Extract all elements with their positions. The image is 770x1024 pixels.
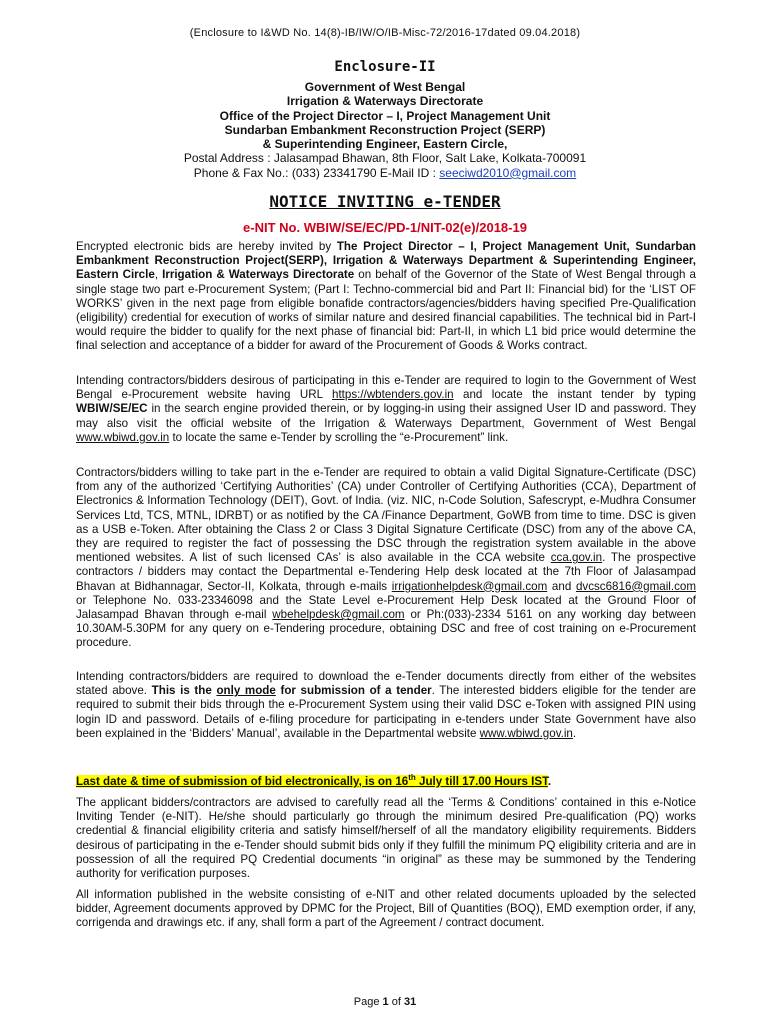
irrigation-helpdesk-email[interactable]: irrigationhelpdesk@gmail.com	[391, 579, 548, 593]
text-run: of	[388, 996, 404, 1008]
deadline-notice	[76, 771, 696, 789]
text-run: .	[547, 774, 552, 788]
bold-run: for submission of a tender	[275, 684, 432, 698]
text-run: July till 17.00 Hours IST	[415, 774, 548, 788]
wbiwd-link[interactable]: www.wbiwd.gov.in	[479, 726, 573, 740]
wbehelpdesk-email[interactable]: wbehelpdesk@gmail.com	[272, 608, 405, 622]
text-run: . The interested bidders eligible for the tender are required to submit their bids through the e-Procurement System using their valid DSC e-Token with assigned PIN using login ID and password. Details of e-filing procedure for participating in e-tenders under State Government have also been explained in the ‘Bidders’ Manual’, available in the Departmental website	[76, 684, 696, 740]
bold-run: This is the	[151, 684, 217, 698]
text-run: Last date & time of submission of bid electronically, is on 16	[76, 774, 409, 788]
header-office: Office of the Project Director – I, Project Management Unit	[219, 108, 551, 123]
text-run: and	[547, 579, 576, 593]
text-run: Page	[353, 996, 383, 1008]
wbtenders-link[interactable]: https://wbtenders.gov.in	[332, 388, 454, 402]
header-directorate: Irrigation & Waterways Directorate	[286, 94, 484, 109]
header-project: Sundarban Embankment Reconstruction Project (SERP)	[224, 122, 546, 137]
paragraph-dsc	[76, 466, 696, 651]
enclosure-reference: (Enclosure to I&WD No. 14(8)-IB/IW/O/IB-Misc-72/2016-17dated 09.04.2018)	[189, 27, 581, 39]
page-number: 1	[382, 996, 389, 1008]
bold-run: WBIW/SE/EC	[76, 402, 148, 416]
contact-line	[0, 166, 770, 180]
deadline-highlight	[76, 775, 548, 788]
enclosure-title: Enclosure-II	[334, 59, 436, 75]
text-run: and locate the instant tender by typing	[453, 388, 696, 402]
bold-underlined-run: only mode	[216, 684, 276, 698]
bold-run: The Project Director – I, Project Management Unit, Sundarban Embankment Reconstruction Project(SERP), Irrigation & Waterways Department & Superintending Engineer, Eastern Circle	[76, 240, 696, 282]
superscript: th	[408, 773, 416, 782]
paragraph-login	[76, 374, 696, 445]
text-run: on behalf of the Governor of the State of West Bengal through a single stage two part e-Procurement System; (Part I: Techno-commercial bid and Part II: Financial bid) for the ‘LIST OF WORKS’ given in the next page from eligible bonafide contractors/agencies/bidders having specified Pre-Qualification (eligibility) credential for execution of works of similar nature and desired financial capabilities. The technical bid in Part-I would require the bidder to qualify for the next phase of financial bid: Part-II, in which L1 bid price would determine the final selection and acceptance of a bidder for award of the Procurement of Goods & Works contract.	[76, 268, 696, 353]
wbiwd-link[interactable]: www.wbiwd.gov.in	[76, 430, 170, 444]
cca-link[interactable]: cca.gov.in	[550, 551, 603, 565]
text-run: Contractors/bidders willing to take part in the e-Tender are required to obtain a valid Digital Signature-Certificate (DSC) from any of the authorized ‘Certifying Authorities’ (CA) under Controller of Certifying Authorities (CCA), Department of Electronics & Information Technology (DEIT), Govt. of India. (viz. NIC, n-Code Solution, Safescrypt, e-Mudhra Consumer Services Ltd, TCS, MTNL, IDRBT) or as notified by the CA /Finance Department, GoWB from time to time. DSC is given as a USB e-Token. After obtaining the Class 2 or Class 3 Digital Signature Certificate (DSC) from any of the above CA, they are required to register the fact of possessing the DSC through the registration system available in the above mentioned websites. A list of such licensed CAs’ is also available in the CCA website	[76, 466, 696, 565]
text-run: or Ph:(033)-2334 5161 on any working day between 10.30AM-5.30PM for any query on e-Tendering procedure, obtaining DSC and free of cost training on e-Procurement procedure.	[76, 608, 696, 650]
page-total: 31	[403, 996, 417, 1008]
header-government: Government of West Bengal	[304, 80, 466, 94]
text-run: or Telephone No. 033-23346098 and the State Level e-Procurement Help Desk located at the Ground Floor of Jalasampad Bhavan through e-mail	[76, 593, 696, 622]
notice-title: NOTICE INVITING e-TENDER	[269, 192, 501, 211]
office-header	[0, 80, 770, 180]
text-run: to locate the same e-Tender by scrolling the “e-Procurement” link.	[169, 430, 509, 444]
nit-number: e-NIT No. WBIW/SE/EC/PD-1/NIT-02(e)/2018-19	[243, 220, 527, 235]
text-run: Encrypted electronic bids are hereby invited by	[76, 240, 337, 253]
email-link[interactable]: seeciwd2010@gmail.com	[439, 165, 577, 180]
bold-run: Irrigation & Waterways Directorate	[162, 268, 355, 282]
text-run: Intending contractors/bidders are required to download the e-Tender documents directly from either of the websites stated above.	[76, 670, 696, 698]
page-footer	[0, 996, 770, 1008]
dvcsc-email[interactable]: dvcsc6816@gmail.com	[575, 579, 696, 593]
paragraph-information: All information published in the website consisting of e-NIT and other related documents uploaded by the selected bidder, Agreement documents approved by DPMC for the Project, Bill of Quantities (BOQ), EMD exemption order, if any, corrigenda and drawings etc. if any, shall form a part of the Agreement / contract document.	[76, 888, 696, 930]
text-run: in the search engine provided therein, or by logging-in using their assigned User ID and password. They may also visit the official website of the Irrigation & Waterways Department, Government of West Bengal	[76, 402, 696, 430]
postal-address: Postal Address : Jalasampad Bhawan, 8th Floor, Salt Lake, Kolkata-700091	[183, 151, 587, 166]
text-run: .	[572, 726, 577, 740]
phone-fax: Phone & Fax No.: (033) 23341790 E-Mail ID :	[193, 165, 440, 180]
paragraph-invitation	[76, 240, 696, 354]
paragraph-download	[76, 670, 696, 741]
text-run: . The prospective contractors / bidders may contact the Departmental e-Tendering Help desk located at the 7th Floor of Jalasampad Bhavan at Bidhannagar, Sector-II, Kolkata, through e-mails	[76, 551, 696, 593]
paragraph-terms: The applicant bidders/contractors are advised to carefully read all the ‘Terms & Conditions’ contained in this e-Notice Inviting Tender (e-NIT). He/she should particularly go through the minimum desired Pre-qualification (PQ) works credential & financial eligibility criteria and satisfy himself/herself of all the mandatory eligibility requirements. Bidders desirous of participating in the e-Tender should submit bids only if they fulfill the minimum PQ eligibility criteria and are in possession of all the required PQ Credential documents “in original” as these may be summoned by the Tendering authority for verification purposes.	[76, 796, 696, 881]
header-circle: & Superintending Engineer, Eastern Circle,	[262, 137, 508, 152]
text-run: ,	[154, 268, 163, 282]
text-run: Intending contractors/bidders desirous of participating in this e-Tender are required to login to the Government of West Bengal e-Procurement website having URL	[76, 374, 696, 402]
